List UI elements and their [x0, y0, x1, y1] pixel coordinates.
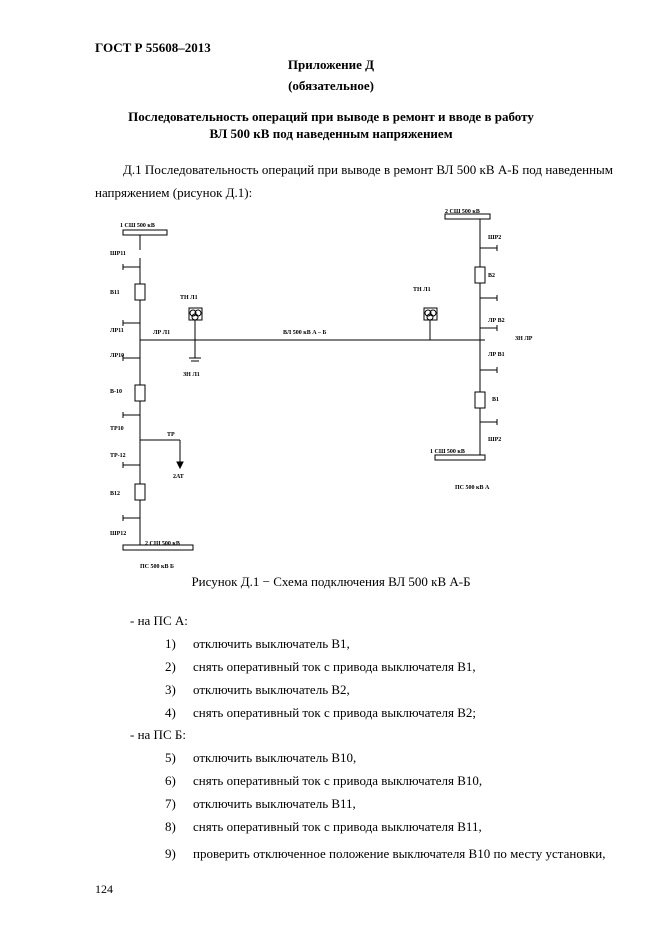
label-lr-v1: ЛР В1 [488, 352, 505, 358]
label-ps-b: ПС 500 кВ Б [140, 564, 174, 570]
list-item: 8) снять оперативный ток с привода выключателя В11, [165, 819, 482, 834]
label-v2: В2 [488, 273, 496, 279]
label-line: ВЛ 500 кВ А – Б [283, 330, 327, 336]
appendix-title: Приложение Д [287, 57, 375, 72]
label-bus-2sh-a: 2 СШ 500 кВ [445, 209, 480, 215]
page-number: 124 [95, 882, 113, 896]
label-bus-2sh-b: 2 СШ 500 кВ [145, 541, 180, 547]
label-shr12: ШР12 [110, 531, 127, 537]
label-v10: В-10 [110, 389, 122, 395]
section-title-line1: Последовательность операций при выводе в ремонт и вводе в работу [128, 109, 534, 124]
label-tn-l1-a: ТН Л1 [413, 287, 431, 293]
list-item: 4) снять оперативный ток с привода выключателя В2; [165, 705, 477, 720]
label-v1: В1 [492, 397, 500, 403]
bus-1sh-b [123, 230, 167, 235]
appendix-status: (обязательное) [288, 78, 374, 93]
label-2at: 2АТ [173, 474, 184, 480]
breaker-v10 [135, 385, 145, 401]
label-v11: В11 [110, 290, 120, 296]
breaker-v2 [475, 267, 485, 283]
breaker-v11 [135, 284, 145, 300]
label-lr-l1: ЛР Л1 [153, 330, 171, 336]
connection-diagram [95, 200, 615, 572]
label-tn-l1-b: ТН Л1 [180, 295, 198, 301]
list-label-ps-a: - на ПС А: [130, 613, 188, 628]
list-item: 3) отключить выключатель В2, [165, 682, 350, 697]
label-lr10: ЛР10 [110, 353, 125, 359]
list-label-ps-b: - на ПС Б: [130, 727, 186, 742]
label-ps-a: ПС 500 кВ А [455, 485, 490, 491]
intro-paragraph: Д.1 Последовательность операций при выводе в ремонт ВЛ 500 кВ А-Б под наведенным напряжением (рисунок Д.1): [95, 162, 613, 200]
breaker-v1 [475, 392, 485, 408]
figure-caption: Рисунок Д.1 − Схема подключения ВЛ 500 кВ А-Б [191, 574, 471, 589]
list-item: 1) отключить выключатель В1, [165, 636, 350, 651]
label-bus-1sh-b: 1 СШ 500 кВ [120, 223, 155, 229]
label-zn-lr: ЗН ЛР [515, 336, 533, 342]
list-item: 5) отключить выключатель В10, [165, 750, 357, 765]
label-bus-1sh-a: 1 СШ 500 кВ [430, 449, 465, 455]
list-item: 9) проверить отключенное положение выключателя В10 по месту установки, [165, 846, 606, 861]
label-tr12: ТР-12 [110, 453, 126, 459]
list-item: 2) снять оперативный ток с привода выключателя В1, [165, 659, 476, 674]
label-lr-v2: ЛР В2 [488, 318, 505, 324]
label-v12: В12 [110, 491, 121, 497]
section-title [0, 108, 662, 142]
label-tr: ТР [167, 432, 175, 438]
list-item: 6) снять оперативный ток с привода выключателя В10, [165, 773, 483, 788]
bus-1sh-a [435, 455, 485, 460]
label-shr2-bottom: ШР2 [488, 437, 502, 443]
section-title-line2: ВЛ 500 кВ под наведенным напряжением [209, 126, 453, 141]
label-shr11: ШР11 [110, 251, 126, 257]
label-zn-l1: ЗН Л1 [183, 372, 200, 378]
label-tr10: ТР10 [110, 426, 124, 432]
list-item: 7) отключить выключатель В11, [165, 796, 356, 811]
breaker-v12 [135, 484, 145, 500]
label-shr2-top: ШР2 [488, 235, 502, 241]
label-lr11: ЛР11 [110, 328, 124, 334]
document-code: ГОСТ Р 55608–2013 [95, 40, 211, 55]
